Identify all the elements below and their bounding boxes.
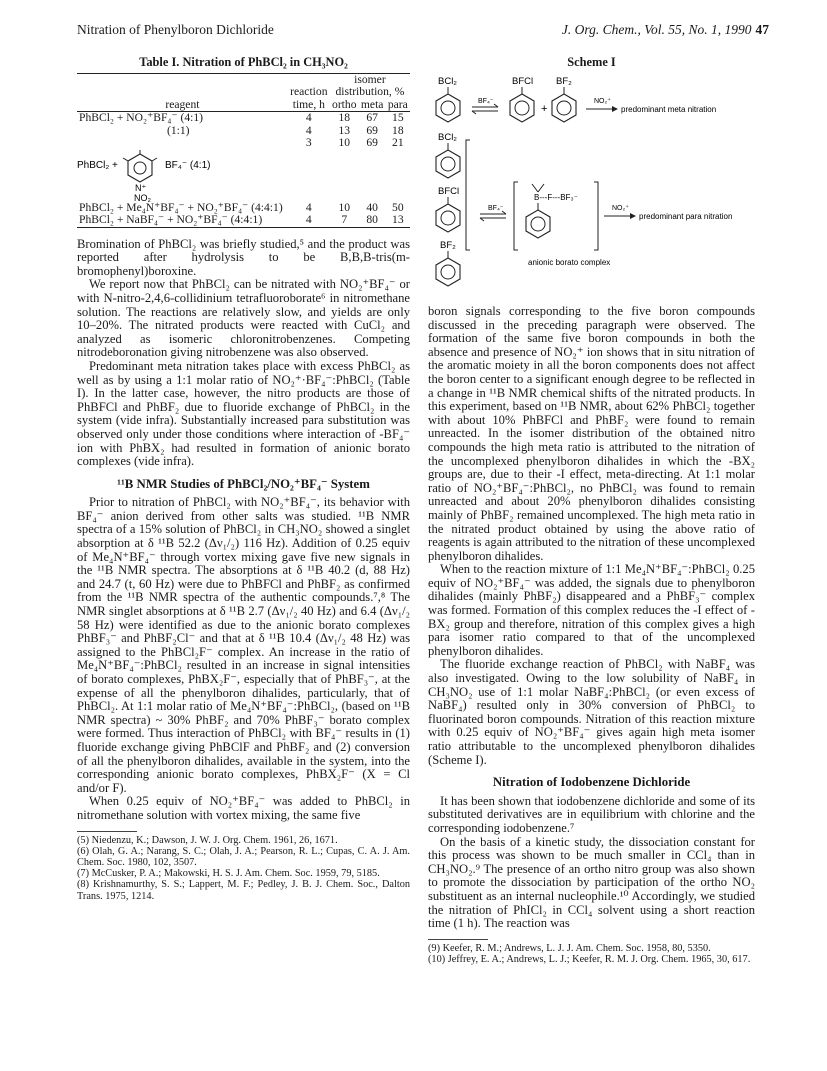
paragraph: Predominant meta nitration takes place with excess PhBCl₂ as well as by using a 1:1 molar ratio of NO₂⁺·BF₄⁻:PhBCl₂ (Table I). In the latter case, however, the nitro products are those of PhBFCl and PhBF₂ due to fluoride exchange of PhBCl₂ in the system (vide infra). Substantially increased para substitution was observed only under those conditions where interaction of -BF₄⁻ ion with PhBX₂ had resulted in formation of anionic borato complexes (vide infra). bbox=[77, 358, 410, 469]
paragraph: On the basis of a kinetic study, the dissociation constant for this process was shown to be much smaller in CCl₄ than in CH₃NO₂.⁹ The presence of an ortho nitro group was also shown to promote the dissociation by participation of the ortho NO₂ substituent as an internal nucleophile.¹⁰ Accordingly, we studied the nitration of PhICl₂ in CCl₄ solvent using a short reaction time (1 h). The reaction was bbox=[428, 834, 755, 931]
footnote: (9) Keefer, R. M.; Andrews, L. J. J. Am. Chem. Soc. 1958, 80, 5350. bbox=[428, 942, 711, 954]
paragraph: When to the reaction mixture of 1:1 Me₄N⁺BF₄⁻:PhBCl₂ 0.25 equiv of NO₂⁺BF₄⁻ was added, the signals due to phenylboron dihalides (mainly PhBF₂) disappeared and a PhBF₃⁻ complex was formed. Formation of this complex reduces the -I effect of -BX₂ group and therefore, nitration of this complex gives a high para isomer ratio compared to that of the uncomplexed phenylboron dihalides. bbox=[428, 562, 755, 658]
scheme-plus: + bbox=[541, 103, 548, 115]
scheme-bfcl-label: BFCl bbox=[512, 76, 534, 87]
scheme-para-label: predominant para nitration bbox=[639, 212, 733, 221]
footnote: (6) Olah, G. A.; Narang, S. C.; Olah, J. A.; Pearson, R. L.; Cupas, C. A. J. Am. Chem. Soc. 1980, 102, 3507. bbox=[77, 845, 410, 868]
col-head-meta: meta bbox=[360, 97, 384, 111]
table-row: PhBCl₂ + NO₂⁺BF₄⁻ (4:1) 4 18 67 15 bbox=[79, 111, 404, 125]
scheme-no2-label: NO₂⁺ bbox=[594, 98, 611, 105]
benzene-ring bbox=[510, 94, 534, 122]
scheme-diagram bbox=[428, 70, 755, 302]
benzene-ring bbox=[436, 150, 460, 178]
col-head-reaction: reaction bbox=[290, 85, 328, 99]
table-row: PhBCl₂ + NaBF₄⁻ + NO₂⁺BF₄⁻ (4:4:1) 4 7 80 13 bbox=[77, 214, 410, 227]
footnote: (8) Krishnamurthy, S. S.; Lappert, M. F.; Pedley, J. B. J. Chem. Soc., Dalton Trans. 1975, 1214. bbox=[77, 879, 410, 902]
journal-citation: J. Org. Chem., Vol. 55, No. 1, 1990 bbox=[561, 22, 752, 37]
running-header-journal bbox=[562, 22, 769, 38]
benzene-ring bbox=[436, 204, 460, 232]
footnote-divider bbox=[428, 939, 488, 940]
struct-label-left: PhBCl₂ + bbox=[77, 159, 118, 171]
running-header-title: Nitration of Phenylboron Dichloride bbox=[77, 22, 274, 37]
footnote: (7) McCusker, P. A.; Makowski, H. S. J. Am. Chem. Soc. 1959, 79, 5185. bbox=[77, 868, 380, 880]
section-heading: ¹¹B NMR Studies of PhBCl₂/NO₂⁺BF₄⁻ System bbox=[117, 476, 370, 491]
struct-label-right: BF₄⁻ (4:1) bbox=[165, 159, 211, 171]
paragraph: It has been shown that iodobenzene dichloride and some of its substituted derivatives are in equilibrium with chlorine and the corresponding iodobenzene.⁷ bbox=[428, 793, 755, 835]
scheme-bf4-label: BF₄⁻ bbox=[488, 205, 504, 212]
scheme-complex-formula: B---F---BF₃⁻ bbox=[534, 193, 578, 202]
scheme-title: Scheme I bbox=[567, 55, 616, 69]
paragraph: We report now that PhBCl₂ can be nitrated with NO₂⁺BF₄⁻ or with N-nitro-2,4,6-collidinium tetrafluoroborate⁶ in nitromethane solution. The reactions are relatively slow, and yields are only 10–20%. The nitrated products were reacted with CuCl₂ and analyzed as isomeric chloronitrobenzenes. Competing nitrodeboronation giving nitrobenzene was also observed. bbox=[77, 277, 410, 360]
page-number: 47 bbox=[755, 22, 769, 37]
table-row: (1:1) 4 13 69 18 bbox=[167, 123, 404, 137]
scheme-no2-label: NO₂⁺ bbox=[612, 205, 629, 212]
table-row: 3 10 69 21 bbox=[305, 136, 404, 150]
scheme-bcl2-label: BCl₂ bbox=[438, 76, 457, 87]
footnote: (10) Jeffrey, E. A.; Andrews, L. J.; Keefer, R. M. J. Org. Chem. 1965, 30, 617. bbox=[428, 953, 751, 965]
paragraph: boron signals corresponding to the five boron compounds discussed in the preceding paragraph were observed. The formation of the same five boron compounds in both the absence and presence of NO₂⁺ ion shows that in situ nitration of the aromatic moiety in all the boron components does not affect the boron center to a significant enough degree to be reflected in a change in ¹¹B NMR chemical shifts of the nitrated products. In this experiment, based on ¹¹B NMR, about 62% PhBCl₂ together with about 10% PhBFCl and PhBF₂ were found to remain unreacted. In the isomer distribution of the obtained nitro compounds the high meta ratio is attributed to the nitration of the uncomplexed phenylboron dihalides in which the -BX₂ groups are, due to their -I effect, meta-directing. At 1:1 molar ratio of NO₂⁺BF₄⁻:PhBCl₂, no PhBCl₂ was found to remain unreacted and about 20% phenylboron dihalides consisting mainly of PhBF₂ remained uncomplexed. The high meta ratio in the nitrated product obtained by using the above ratio of reagents is again attributed to the nitration of these uncomplexed phenylboron dihalides. bbox=[428, 304, 755, 563]
footnote-divider bbox=[77, 831, 137, 832]
col-head-reagent: reagent bbox=[165, 97, 200, 111]
section-heading: Nitration of Iodobenzene Dichloride bbox=[492, 775, 691, 790]
col-head-ortho: ortho bbox=[332, 97, 357, 111]
table-title: Table I. Nitration of PhBCl₂ in CH₃NO₂ bbox=[139, 55, 348, 69]
paragraph: When 0.25 equiv of NO₂⁺BF₄⁻ was added to PhBCl₂ in nitromethane solution with vortex mixing, the same five bbox=[77, 794, 410, 822]
pyridinium-ring bbox=[128, 154, 152, 182]
col-head-para: para bbox=[387, 97, 408, 111]
benzene-ring bbox=[436, 258, 460, 286]
aromatic-circle bbox=[134, 162, 146, 174]
scheme-bf2-label: BF₂ bbox=[556, 76, 572, 87]
struct-no2: NO₂ bbox=[134, 192, 151, 202]
footnote: (5) Niedenzu, K.; Dawson, J. W. J. Org. Chem. 1961, 26, 1671. bbox=[77, 834, 338, 846]
collidinium-structure bbox=[77, 150, 277, 202]
scheme-bf4-label: BF₄⁻ bbox=[478, 98, 494, 105]
nitration-table bbox=[77, 73, 410, 228]
scheme-complex-label: anionic borato complex bbox=[528, 258, 611, 267]
col-head-isomer: isomer bbox=[354, 72, 386, 86]
scheme-bf2-label: BF₂ bbox=[440, 240, 456, 251]
left-column bbox=[77, 56, 410, 902]
paragraph: Prior to nitration of PhBCl₂ with NO₂⁺BF₄⁻, its behavior with BF₄⁻ anion derived from other salts was studied. ¹¹B NMR spectra of a 15% solution of PhBCl₂ in CH₃NO₂ showed a singlet absorption at δ ¹¹B 52.2 (Δν₁/₂) 116 Hz). Addition of 0.25 equiv of Me₄N⁺BF₄⁻ through vortex mixing gave five new signals in the ¹¹B NMR spectra. The absorptions at δ ¹¹B 40.2 (d, 88 Hz) and 24.7 (t, 60 Hz) were due to PhBFCl and PhBF₂ as confirmed from the ¹¹B NMR spectra of the authentic compounds.⁷,⁸ The NMR singlet absorptions at δ ¹¹B 2.7 (Δν₁/₂ 40 Hz) and 6.4 (Δν₁/₂ 58 Hz) were identified as due to the anionic borato complexes PhBF₃⁻ and PhBF₂Cl⁻ and that at δ ¹¹B 10.4 (Δν₁/₂ 48 Hz) was assigned to the PhBCl₂F⁻ complex. An increase in the ratio of Me₄N⁺BF₄⁻:PhBCl₂ resulted in an increase in signal intensities of borato complexes, PhBX₂F⁻, especially that of PhBF₃⁻, at the expense of all the phenylboron dihalides, particularly, that of PhBCl₂. At 1:1 molar ratio of Me₄N⁺BF₄⁻:PhBCl₂, (based on ¹¹B NMR spectra) ~ 30% PhBF₂ and 70% PhBF₃⁻ borato complex were formed. Thus interaction of PhBCl₂ with BF₄⁻ results in (1) fluoride exchange giving PhBClF and PhBF₂ and (2) conversion of all the phenylboron dihalides, available in the system, into the corresponding anionic borato complexes, PhBX₂F⁻ (X = Cl and/or F). bbox=[77, 495, 410, 795]
col-head-time: time, h bbox=[292, 97, 325, 111]
right-column bbox=[428, 305, 755, 965]
paragraph: The fluoride exchange reaction of PhBCl₂ with NaBF₄ was also investigated. Owing to the low solubility of NaBF₄ in CH₃NO₂ use of 1:1 molar NaBF₄:PhBCl₂ (or even excess of NaBF₄) resulted only in 30% conversion of PhBCl₂ to fluorinated boron compounds. Nitration of this reaction mixture with 0.25 equiv of NO₂⁺BF₄⁻ gives again high meta isomer ratio attributable to the uncomplexed phenylboron dihalides (Scheme I). bbox=[428, 657, 755, 767]
benzene-ring bbox=[436, 94, 460, 122]
scheme-meta-label: predominant meta nitration bbox=[621, 105, 717, 114]
table-row-structure bbox=[77, 150, 410, 202]
table-row: PhBCl₂ + Me₄N⁺BF₄⁻ + NO₂⁺BF₄⁻ (4:4:1) 4 10 40 50 bbox=[79, 200, 404, 214]
col-head-distribution: distribution, % bbox=[335, 85, 405, 99]
benzene-ring bbox=[526, 210, 550, 238]
scheme-bfcl-label: BFCl bbox=[438, 186, 460, 197]
struct-n: N⁺ bbox=[135, 182, 147, 193]
paragraph: Bromination of PhBCl₂ was briefly studied,⁵ and the product was reported after hydrolysis to be B,B,B-tris(m-bromophenyl)boroxine. bbox=[77, 236, 410, 278]
benzene-ring bbox=[552, 94, 576, 122]
scheme-bcl2-label: BCl₂ bbox=[438, 132, 457, 143]
